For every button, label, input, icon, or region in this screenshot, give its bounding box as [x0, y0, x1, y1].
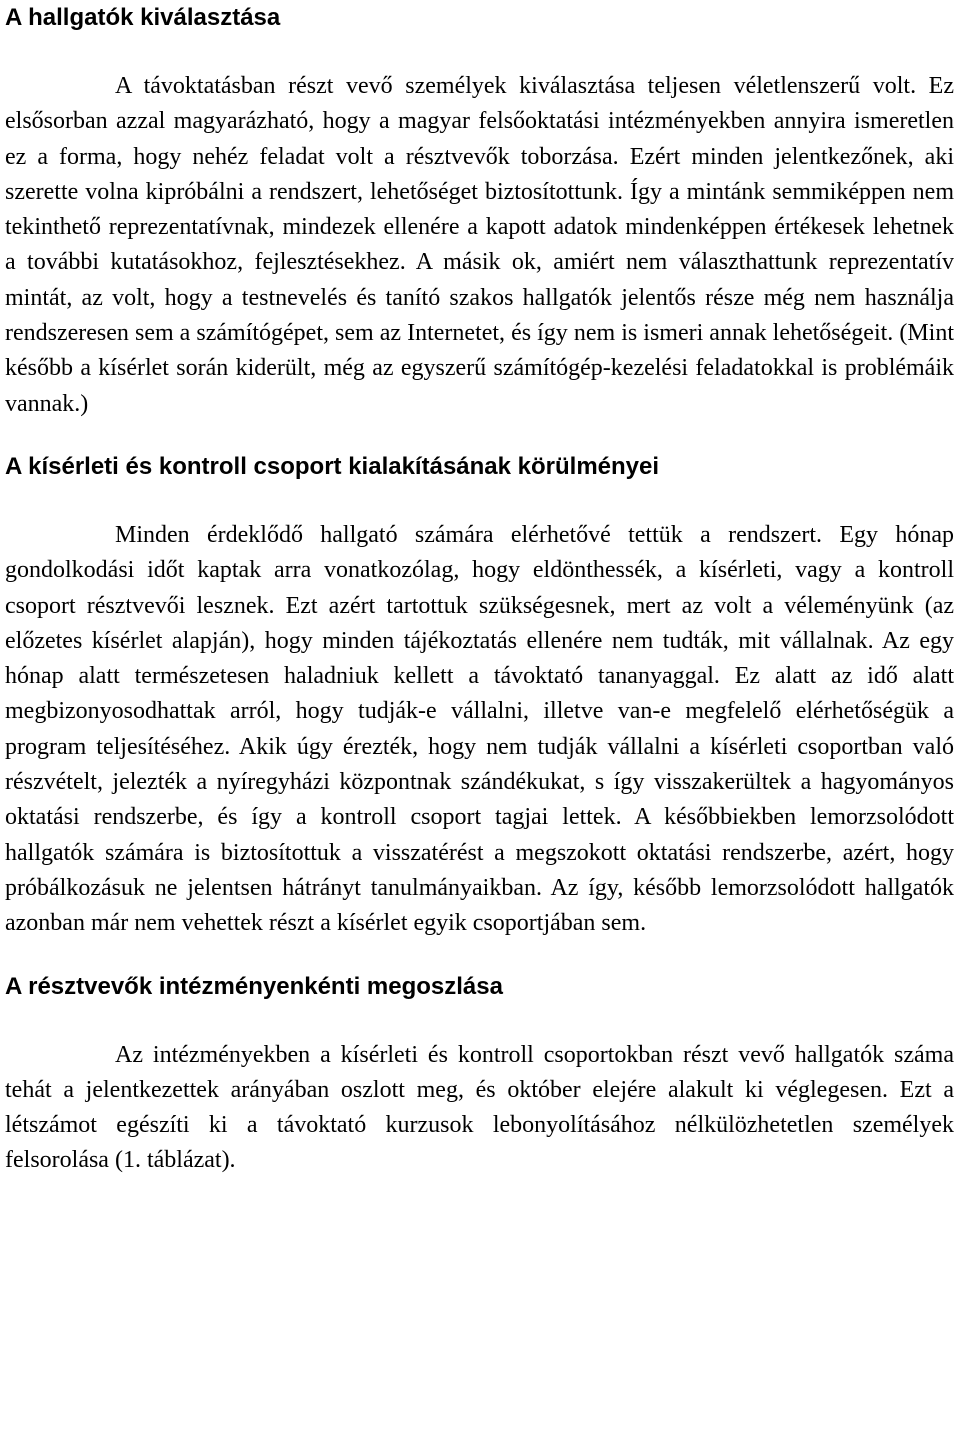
section-heading-student-selection: A hallgatók kiválasztása [5, 4, 281, 31]
paragraph-institution-distribution: Az intézményekben a kísérleti és kontroll csoportokban részt vevő hallgatók száma tehát a jelentkezettek arányában oszlott meg, és október elejére alakult ki véglegesen. Ezt a létszámot egészíti ki a távoktató kurzusok lebonyolításához nélkülözhetetlen személyek felsorolása (1. táblázat). [5, 1041, 954, 1174]
section-heading-institution-distribution: A résztvevők intézményenkénti megoszlása [5, 972, 503, 1000]
section-heading-group-formation: A kísérleti és kontroll csoport kialakításának körülményei [5, 452, 660, 480]
paragraph-student-selection: A távoktatásban részt vevő személyek kiválasztása teljesen véletlenszerű volt. Ez elsősorban azzal magyarázható, hogy a magyar felsőoktatási intézményekben annyira ismeretlen ez a forma, hogy nehéz feladat volt a résztvevők toborzása. Ezért minden jelentkezőnek, aki szerette volna kipróbálni a rendszert, lehetőséget biztosítottunk. Így a mintánk semmiképpen nem tekinthető reprezentatívnak, mindezek ellenére a kapott adatok mindenképpen értékesek lehetnek a további kutatásokhoz, fejlesztésekhez. A másik ok, amiért nem választhattunk reprezentatív mintát, az volt, hogy a testnevelés és tanító szakos hallgatók jelentős része még nem használja rendszeresen sem a számítógépet, sem az Internetet, és így nem is ismeri annak lehetőségeit. (Mint később a kísérlet során kiderült, még az egyszerű számítógép-kezelési feladatokkal is problémáik vannak.) [5, 73, 954, 417]
document-page [5, 0, 954, 1179]
paragraph-group-formation: Minden érdeklődő hallgató számára elérhetővé tettük a rendszert. Egy hónap gondolkodási időt kaptak arra vonatkozólag, hogy eldönthessék, a kísérleti, vagy a kontroll csoport résztvevői lesznek. Ezt azért tartottuk szükségesnek, mert az volt a véleményünk (az előzetes kísérlet alapján), hogy minden tájékoztatás ellenére nem tudták, mit vállalnak. Az egy hónap alatt természetesen haladniuk kellett a távoktató tananyaggal. Ez alatt az idő alatt megbizonyosodhattak arról, hogy tudják-e vállalni, illetve van-e megfelelő elérhetőségük a program teljesítéséhez. Akik úgy érezték, hogy nem tudják vállalni a kísérleti csoportban való részvételt, jelezték a nyíregyházi központnak szándékukat, s így visszakerültek a hagyományos oktatási rendszerbe, és így a kontroll csoport tagjai lettek. A későbbiekben lemorzsolódott hallgatók számára is biztosítottuk a visszatérést a megszokott oktatási rendszerbe, azért, hogy próbálkozásuk ne jelentsen hátrányt tanulmányaikban. Az így, később lemorzsolódott hallgatók azonban már nem vehettek részt a kísérlet egyik csoportjában sem. [5, 521, 954, 937]
